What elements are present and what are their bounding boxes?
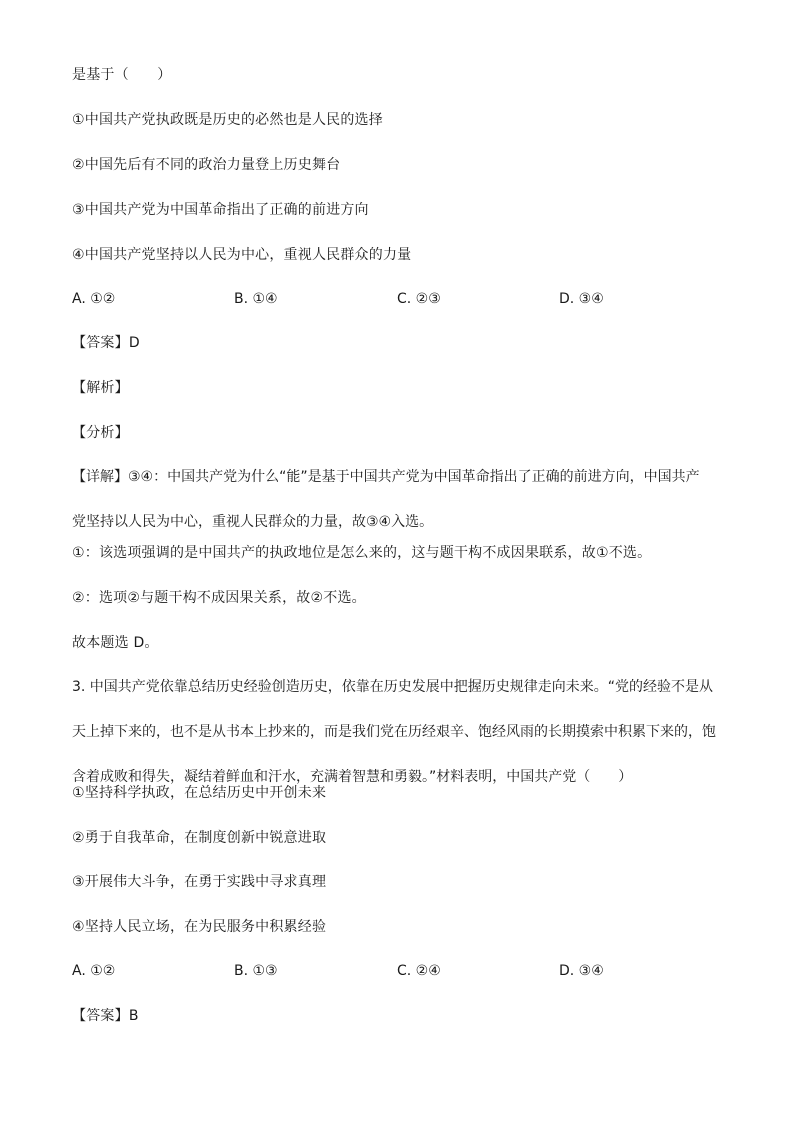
q2-answer [72, 333, 140, 353]
q2-analysis-label: 【解析】 [72, 380, 129, 396]
q3-answer-value: B [128, 1008, 139, 1024]
q2-options [72, 289, 732, 309]
q2-answer-value: D [128, 335, 140, 351]
q3-options [72, 961, 732, 981]
q2-option-b: B. ①④ [234, 291, 278, 307]
q3-stem-line-3: 含着成败和得失，凝结着鲜血和汗水，充满着智慧和勇毅。”材料表明，中国共产党（ ） [72, 769, 633, 785]
q2-statement-1: ①中国共产党执政既是历史的必然也是人民的选择 [72, 112, 383, 128]
q2-note-2: ②：选项②与题干构不成因果关系，故②不选。 [72, 590, 366, 606]
q3-stem-line-1: 3. 中国共产党依靠总结历史经验创造历史，依靠在历史发展中把握历史规律走向未来。“党的经验不是从 [72, 679, 714, 695]
q2-conclusion: 故本题选 D。 [72, 635, 159, 651]
q2-statement-3: ③中国共产党为中国革命指出了正确的前进方向 [72, 202, 369, 218]
q2-detail-line-1: 【详解】③④：中国共产党为什么“能”是基于中国共产党为中国革命指出了正确的前进方向，中国共产 [72, 469, 700, 485]
q2-note-1: ①：该选项强调的是中国共产的执政地位是怎么来的，这与题干构不成因果联系，故①不选。 [72, 545, 652, 561]
q2-detail-line-2: 党坚持以人民为中心，重视人民群众的力量，故③④入选。 [72, 514, 434, 530]
q3-statement-4: ④坚持人民立场，在为民服务中积累经验 [72, 919, 327, 935]
q2-detail [72, 467, 724, 532]
q2-answer-label: 【答案】 [72, 335, 129, 351]
q3-answer-label: 【答案】 [72, 1008, 129, 1024]
q3-statement-2: ②勇于自我革命，在制度创新中锐意进取 [72, 830, 327, 846]
q3-statement-3: ③开展伟大斗争，在勇于实践中寻求真理 [72, 874, 327, 890]
q3-stem [72, 677, 724, 787]
q2-fenxi-label: 【分析】 [72, 425, 129, 441]
q3-statement-1: ①坚持科学执政，在总结历史中开创未来 [72, 785, 327, 801]
q3-stem-line-2: 天上掉下来的，也不是从书本上抄来的，而是我们党在历经艰辛、饱经风雨的长期摸索中积累下来的，饱 [72, 724, 716, 740]
q2-statement-4: ④中国共产党坚持以人民为中心，重视人民群众的力量 [72, 247, 412, 263]
q2-stem-tail: 是基于（ ） [72, 67, 172, 83]
q3-option-d: D. ③④ [559, 963, 604, 979]
q2-detail-label: 【详解】 [72, 469, 128, 485]
q2-option-c: C. ②③ [397, 291, 441, 307]
q3-option-c: C. ②④ [397, 963, 441, 979]
q3-option-a: A. ①② [72, 963, 116, 979]
q3-answer [72, 1006, 139, 1026]
q2-option-d: D. ③④ [559, 291, 604, 307]
q2-statement-2: ②中国先后有不同的政治力量登上历史舞台 [72, 157, 341, 173]
q3-option-b: B. ①③ [234, 963, 278, 979]
q2-option-a: A. ①② [72, 291, 116, 307]
